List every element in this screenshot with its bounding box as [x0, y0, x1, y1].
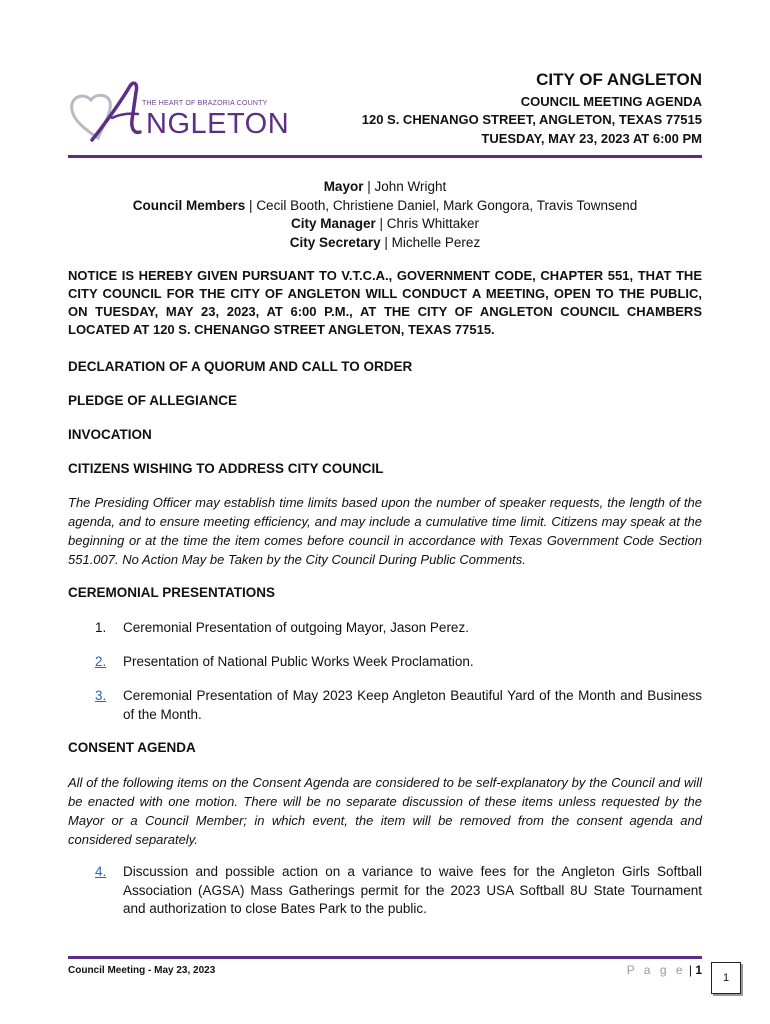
agenda-item-4: [95, 863, 702, 919]
heading-pledge: PLEDGE OF ALLEGIANCE: [68, 393, 238, 408]
item-text: Discussion and possible action on a variance to waive fees for the Angleton Girls Softball Association (AGSA) Mass Gatherings permit for the 2023 USA Softball 8U State Tournament and authorization to close Bates Park to the public.: [123, 864, 702, 916]
heading-invocation: INVOCATION: [68, 427, 152, 442]
consent-instructions: All of the following items on the Consent Agenda are considered to be self-explanatory by the Council and will be enacted with one motion. There will be no separate discussion of these items unless requested by the Mayor or a Council Member; in which event, the item will be removed from the consent agenda and considered separately.: [68, 775, 702, 847]
item-number-link[interactable]: 2.: [95, 654, 107, 669]
agenda-item-3: [95, 687, 702, 724]
manager-line: [68, 215, 702, 234]
header-divider: [68, 155, 702, 158]
secretary-line: [68, 234, 702, 253]
mayor-line: [68, 178, 702, 197]
item-text: Presentation of National Public Works Week Proclamation.: [123, 654, 474, 669]
manager-label: City Manager: [290, 216, 376, 231]
secretary-label: City Secretary: [289, 234, 381, 250]
angleton-logo: [68, 80, 290, 148]
footer-meeting-label: Council Meeting - May 23, 2023: [68, 965, 216, 976]
manager-name: Chris Whittaker: [386, 216, 480, 231]
logo-tagline: THE HEART OF BRAZORIA COUNTY: [142, 100, 268, 107]
heading-ceremonial: CEREMONIAL PRESENTATIONS: [68, 585, 276, 600]
separator: |: [249, 197, 253, 213]
officials-block: [68, 178, 702, 252]
mayor-label: Mayor: [323, 179, 364, 194]
footer-page-info: [627, 963, 702, 977]
separator: |: [379, 216, 384, 231]
footer-divider: [68, 956, 702, 959]
address-line: 120 S. CHENANGO STREET, ANGLETON, TEXAS 77515: [361, 112, 702, 127]
logo-wordmark: NGLETON: [146, 108, 290, 140]
secretary-name: Michelle Perez: [391, 234, 481, 250]
page-number: 1: [695, 963, 702, 977]
agenda-item-1: [95, 619, 702, 638]
council-line: [68, 197, 702, 216]
citizens-instructions: The Presiding Officer may establish time limits based upon the number of speaker requests, the length of the agenda, and to ensure meeting efficiency, and may include a cumulative time limit. Citizens may speak at the beginning or at the time the item comes before council in accordance with Texas Government Code Section 551.007. No Action May be Taken by the City Council During Public Comments.: [68, 495, 702, 567]
council-names: Cecil Booth, Christiene Daniel, Mark Gongora, Travis Townsend: [256, 197, 638, 213]
separator: |: [367, 179, 371, 194]
page-badge: 1: [711, 962, 741, 994]
item-number-link[interactable]: 4.: [95, 864, 107, 879]
city-title: CITY OF ANGLETON: [536, 70, 702, 89]
agenda-item-2: [95, 653, 702, 672]
meeting-notice: NOTICE IS HEREBY GIVEN PURSUANT TO V.T.C.A., GOVERNMENT CODE, CHAPTER 551, THAT THE CITY COUNCIL FOR THE CITY OF ANGLETON WILL CONDUCT A MEETING, OPEN TO THE PUBLIC, ON TUESDAY, MAY 23, 2023, AT 6:00 P.M., AT THE CITY OF ANGLETON COUNCIL CHAMBERS LOCATED AT 120 S. CHENANGO STREET ANGLETON, TEXAS 77515.: [68, 268, 702, 337]
item-number-link[interactable]: 3.: [95, 688, 107, 703]
item-text: Ceremonial Presentation of outgoing Mayor, Jason Perez.: [123, 620, 469, 635]
item-text: Ceremonial Presentation of May 2023 Keep Angleton Beautiful Yard of the Month and Business of the Month.: [123, 688, 702, 722]
page-separator: |: [688, 963, 692, 977]
agenda-title: COUNCIL MEETING AGENDA: [520, 94, 702, 109]
heading-quorum: DECLARATION OF A QUORUM AND CALL TO ORDER: [68, 359, 413, 374]
mayor-name: John Wright: [374, 179, 447, 194]
council-label: Council Members: [132, 197, 246, 213]
item-number: 1.: [95, 620, 107, 635]
heading-consent: CONSENT AGENDA: [68, 740, 196, 755]
heading-citizens: CITIZENS WISHING TO ADDRESS CITY COUNCIL: [68, 461, 384, 476]
meeting-date: TUESDAY, MAY 23, 2023 AT 6:00 PM: [481, 131, 702, 146]
page-label: P a g e: [626, 963, 686, 977]
separator: |: [384, 234, 388, 250]
